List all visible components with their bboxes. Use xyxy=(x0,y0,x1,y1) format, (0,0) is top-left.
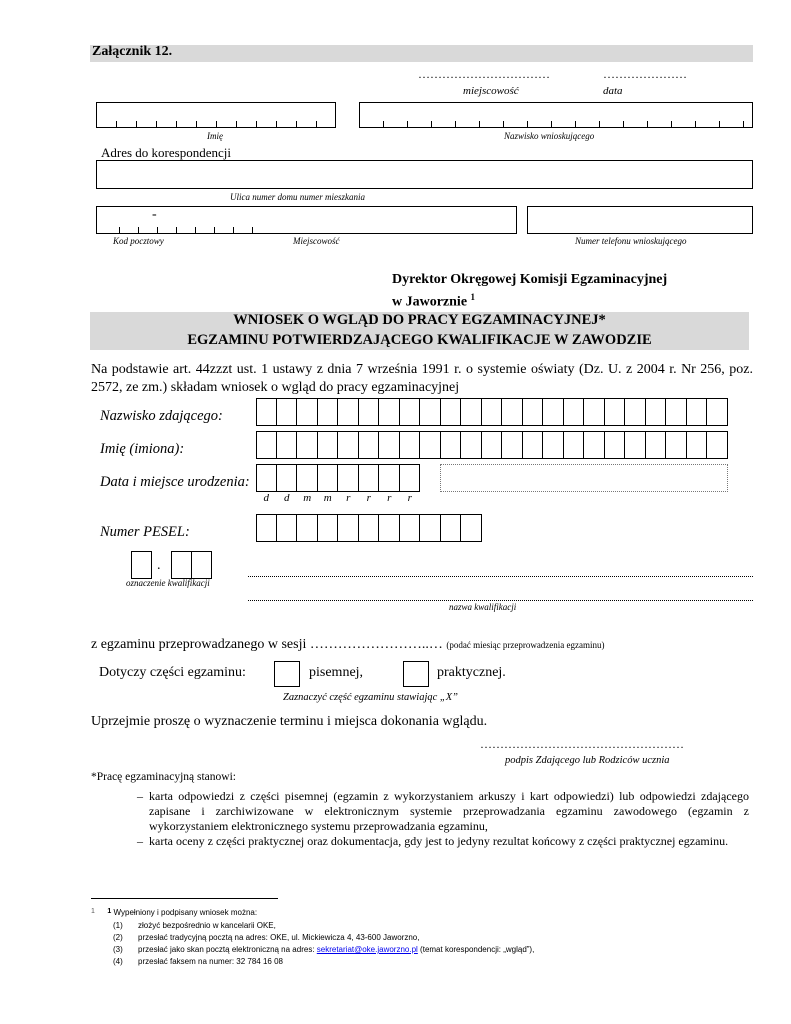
char-cell[interactable] xyxy=(523,398,544,426)
char-cell[interactable] xyxy=(379,398,400,426)
postal-label: Kod pocztowy xyxy=(113,236,164,246)
char-cell[interactable] xyxy=(687,398,708,426)
char-cell[interactable] xyxy=(441,514,462,542)
date-dots: ………………… xyxy=(603,67,687,81)
char-cell[interactable] xyxy=(171,551,192,579)
street-label: Ulica numer domu numer mieszkania xyxy=(230,192,365,202)
session-hint: (podać miesiąc przeprowadzenia egzaminu) xyxy=(446,640,605,650)
birth-date-cells[interactable] xyxy=(256,464,420,492)
char-cell[interactable] xyxy=(543,398,564,426)
char-cell[interactable] xyxy=(256,514,277,542)
practical-label: praktycznej. xyxy=(437,665,506,680)
char-cell[interactable] xyxy=(131,551,152,579)
practical-checkbox[interactable] xyxy=(403,661,429,687)
note-item-1: karta odpowiedzi z części pisemnej (egzamin z wykorzystaniem arkuszy i kart odpowiedzi) lub odpowiedzi zdającego zapisane i zarchiwizowane w elektronicznym systemie przeprowadzania egzaminu zawodowego (egzamin z wykorzystaniem elektronicznego systemu przeprowadzania egzaminu, xyxy=(149,789,749,833)
phone-field[interactable] xyxy=(527,206,753,234)
qualification-dot: . xyxy=(157,558,161,573)
addressee-city: w Jaworznie xyxy=(392,294,468,310)
char-cell[interactable] xyxy=(707,398,728,426)
char-cell[interactable] xyxy=(359,464,380,492)
char-cell[interactable] xyxy=(338,398,359,426)
postal-ticks xyxy=(119,227,253,233)
qualification-name-label: nazwa kwalifikacji xyxy=(449,602,517,612)
char-cell[interactable] xyxy=(666,431,687,459)
last-name-label: Nazwisko wnioskującego xyxy=(504,131,595,141)
char-cell[interactable] xyxy=(277,398,298,426)
char-cell[interactable] xyxy=(564,431,585,459)
surname-cells[interactable] xyxy=(256,398,728,426)
footnote-item-3 xyxy=(113,945,534,954)
place-dots: …………………………… xyxy=(418,67,550,81)
char-cell[interactable] xyxy=(379,514,400,542)
date-format-letter: m xyxy=(303,492,312,504)
written-label: pisemnej, xyxy=(309,665,364,680)
date-format-letter: d xyxy=(284,492,290,504)
char-cell[interactable] xyxy=(379,431,400,459)
footnote-item-text-after: (temat korespondencji: „wgląd”), xyxy=(417,945,535,954)
signature-dots[interactable]: …………………………………………… xyxy=(480,737,684,751)
char-cell[interactable] xyxy=(482,398,503,426)
title-line1: WNIOSEK O WGLĄD DO PRACY EGZAMINACYJNEJ* xyxy=(233,312,606,328)
qualification-name-line2[interactable] xyxy=(248,600,753,601)
char-cell[interactable] xyxy=(400,514,421,542)
char-cell[interactable] xyxy=(338,431,359,459)
char-cell[interactable] xyxy=(297,431,318,459)
surname-label: Nazwisko zdającego: xyxy=(100,408,223,424)
char-cell[interactable] xyxy=(707,431,728,459)
char-cell[interactable] xyxy=(543,431,564,459)
char-cell[interactable] xyxy=(584,431,605,459)
char-cell[interactable] xyxy=(441,398,462,426)
char-cell[interactable] xyxy=(584,398,605,426)
pesel-cells[interactable] xyxy=(256,514,482,542)
first-name-field[interactable] xyxy=(96,102,336,128)
names-label: Imię (imiona): xyxy=(100,441,185,457)
addressee-line1: Dyrektor Okręgowej Komisji Egzaminacyjnej xyxy=(392,272,668,287)
postal-dash: - xyxy=(152,207,157,222)
char-cell[interactable] xyxy=(461,514,482,542)
intro-text: Na podstawie art. 44zzzt ust. 1 ustawy z dnia 7 września 1991 r. o systemie oświaty (Dz. U. z 2004 r. Nr 256, poz. 2572, ze zm.) składam wniosek o wgląd do pracy egzaminacyjnej xyxy=(91,362,753,395)
addressee-line2 xyxy=(392,292,475,311)
char-cell[interactable] xyxy=(400,464,421,492)
char-cell[interactable] xyxy=(420,431,441,459)
footnote-item-num: (4) xyxy=(113,957,123,966)
date-format-letter: r xyxy=(346,492,351,504)
written-checkbox[interactable] xyxy=(274,661,300,687)
session-line xyxy=(91,637,605,653)
char-cell[interactable] xyxy=(482,431,503,459)
footnote-item-4 xyxy=(113,957,283,966)
char-cell[interactable] xyxy=(277,514,298,542)
date-format-letter: d xyxy=(263,492,269,504)
char-cell[interactable] xyxy=(502,398,523,426)
footnote-item-num: (3) xyxy=(113,945,123,954)
char-cell[interactable] xyxy=(256,431,277,459)
email-link[interactable]: sekretariat@oke.jaworzno.pl xyxy=(316,945,418,954)
qualification-name-line1[interactable] xyxy=(248,576,753,577)
char-cell[interactable] xyxy=(400,398,421,426)
phone-label: Numer telefonu wnioskującego xyxy=(575,236,687,246)
qualification-number-cells[interactable] xyxy=(171,551,212,579)
session-text: z egzaminu przeprowadzanego w sesji ……………………..… xyxy=(91,637,443,652)
birth-place-field[interactable] xyxy=(440,464,728,492)
city-label: Miejscowość xyxy=(293,236,340,246)
footnote-item-text: złożyć bezpośrednio w kancelarii OKE, xyxy=(138,921,276,930)
footnote-heading-line xyxy=(91,908,257,917)
qualification-letter-cell[interactable] xyxy=(131,551,152,579)
char-cell[interactable] xyxy=(318,398,339,426)
char-cell[interactable] xyxy=(564,398,585,426)
char-cell[interactable] xyxy=(297,514,318,542)
footnote-item-text: przesłać tradycyjną pocztą na adres: OKE, ul. Mickiewicza 4, 43-600 Jaworzno, xyxy=(138,933,420,942)
char-cell[interactable] xyxy=(277,464,298,492)
char-cell[interactable] xyxy=(318,431,339,459)
footnote-item-1 xyxy=(113,921,276,930)
notes-heading: *Pracę egzaminacyjną stanowi: xyxy=(91,771,236,783)
footnote-item-text: przesłać jako skan pocztą elektroniczną na adres: xyxy=(138,945,317,954)
birth-label: Data i miejsce urodzenia: xyxy=(100,474,250,490)
postal-city-field[interactable] xyxy=(96,206,517,234)
date-format-letter: m xyxy=(323,492,332,504)
char-cell[interactable] xyxy=(420,514,441,542)
char-cell[interactable] xyxy=(420,398,441,426)
char-cell[interactable] xyxy=(256,398,277,426)
char-cell[interactable] xyxy=(379,464,400,492)
char-cell[interactable] xyxy=(666,398,687,426)
last-name-field[interactable] xyxy=(359,102,753,128)
char-cell[interactable] xyxy=(192,551,213,579)
char-cell[interactable] xyxy=(461,431,482,459)
char-cell[interactable] xyxy=(687,431,708,459)
footnote-rule xyxy=(91,898,278,899)
char-cell[interactable] xyxy=(318,464,339,492)
char-cell[interactable] xyxy=(523,431,544,459)
pesel-label: Numer PESEL: xyxy=(100,524,190,540)
note-dash-1: – xyxy=(137,789,143,803)
part-instruction: Zaznaczyć część egzaminu stawiając „X” xyxy=(283,692,458,703)
address-heading: Adres do korespondencji xyxy=(101,145,231,160)
footnote-item-text: przesłać faksem na numer: 32 784 16 08 xyxy=(138,957,283,966)
request-text: Uprzejmie proszę o wyznaczenie terminu i miejsca dokonania wglądu. xyxy=(91,714,488,729)
char-cell[interactable] xyxy=(338,464,359,492)
street-field[interactable] xyxy=(96,160,753,189)
footnote-heading: Wypełniony i podpisany wniosek można: xyxy=(113,908,258,917)
title-line2: EGZAMINU POTWIERDZAJĄCEGO KWALIFIKACJE W ZAWODZIE xyxy=(187,332,652,348)
first-name-label: Imię xyxy=(207,131,223,141)
footnote-item-num: (1) xyxy=(113,921,123,930)
qualification-code-label: oznaczenie kwalifikacji xyxy=(126,578,210,588)
char-cell[interactable] xyxy=(297,398,318,426)
footnote-item-num: (2) xyxy=(113,933,123,942)
date-format-letter: r xyxy=(387,492,392,504)
date-format xyxy=(256,492,420,504)
footnote-bold-num: 1 xyxy=(107,908,112,915)
char-cell[interactable] xyxy=(605,398,626,426)
char-cell[interactable] xyxy=(359,398,380,426)
char-cell[interactable] xyxy=(625,398,646,426)
char-cell[interactable] xyxy=(318,514,339,542)
char-cell[interactable] xyxy=(297,464,318,492)
char-cell[interactable] xyxy=(625,431,646,459)
char-cell[interactable] xyxy=(359,431,380,459)
char-cell[interactable] xyxy=(605,431,626,459)
header-bar xyxy=(90,45,753,62)
note-dash-2: – xyxy=(137,834,143,848)
char-cell[interactable] xyxy=(646,431,667,459)
date-format-letter: r xyxy=(366,492,371,504)
char-cell[interactable] xyxy=(338,514,359,542)
place-label: miejscowość xyxy=(463,85,519,97)
char-cell[interactable] xyxy=(646,398,667,426)
char-cell[interactable] xyxy=(502,431,523,459)
date-label: data xyxy=(603,85,623,97)
footnote-item-2 xyxy=(113,933,419,942)
char-cell[interactable] xyxy=(441,431,462,459)
date-format-letter: r xyxy=(407,492,412,504)
char-cell[interactable] xyxy=(400,431,421,459)
char-cell[interactable] xyxy=(461,398,482,426)
names-cells[interactable] xyxy=(256,431,728,459)
char-cell[interactable] xyxy=(277,431,298,459)
signature-label: podpis Zdającego lub Rodziców ucznia xyxy=(505,755,670,766)
char-cell[interactable] xyxy=(256,464,277,492)
part-label: Dotyczy części egzaminu: xyxy=(99,665,246,680)
footnote-ref: 1 xyxy=(470,292,476,302)
attachment-label: Załącznik 12. xyxy=(92,44,173,59)
char-cell[interactable] xyxy=(359,514,380,542)
note-item-2: karta oceny z części praktycznej oraz dokumentacja, gdy jest to jedyny rezultat końcowy z części praktycznej egzaminu. xyxy=(149,834,729,848)
footnote-num: 1 xyxy=(91,908,95,915)
